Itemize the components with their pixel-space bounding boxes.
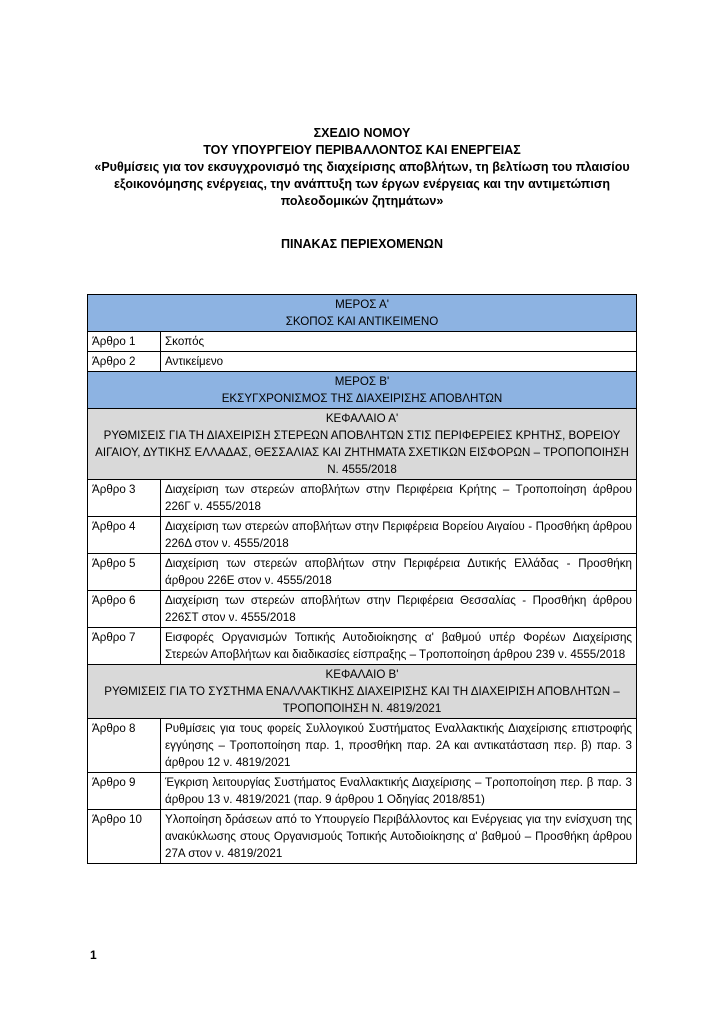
part-heading-line: ΣΚΟΠΟΣ ΚΑΙ ΑΝΤΙΚΕΙΜΕΝΟ bbox=[285, 315, 439, 328]
part-heading bbox=[88, 295, 637, 332]
article-number: Άρθρο 4 bbox=[88, 517, 161, 554]
article-number: Άρθρο 8 bbox=[88, 719, 161, 773]
article-number: Άρθρο 2 bbox=[88, 352, 161, 372]
toc-article-row bbox=[88, 332, 637, 352]
article-number: Άρθρο 6 bbox=[88, 591, 161, 628]
article-number: Άρθρο 1 bbox=[88, 332, 161, 352]
article-title: Υλοποίηση δράσεων από το Υπουργείο Περιβάλλοντος και Ενέργειας για την ενίσχυση της ανακύκλωσης στους Οργανισμούς Τοπικής Αυτοδιοίκησης α' βαθμού – Προσθήκη άρθρου 27Α στον ν. 4819/2021 bbox=[161, 810, 637, 864]
article-title: Διαχείριση των στερεών αποβλήτων στην Περιφέρεια Θεσσαλίας - Προσθήκη άρθρου 226ΣΤ στον ν. 4555/2018 bbox=[161, 591, 637, 628]
article-number: Άρθρο 5 bbox=[88, 554, 161, 591]
part-heading bbox=[88, 372, 637, 409]
toc-article-row bbox=[88, 480, 637, 517]
bill-title-line-1: «Ρυθμίσεις για τον εκσυγχρονισμό της διαχείρισης αποβλήτων, τη βελτίωση του πλαισίου bbox=[94, 160, 630, 174]
toc-chapter-row bbox=[88, 409, 637, 480]
article-title: Έγκριση λειτουργίας Συστήματος Εναλλακτικής Διαχείρισης – Τροποποίηση περ. β παρ. 3 άρθρου 13 ν. 4819/2021 (παρ. 9 άρθρου 1 Οδηγίας 2018/851) bbox=[161, 773, 637, 810]
bill-title-line-3: πολεοδομικών ζητημάτων» bbox=[280, 194, 444, 208]
article-number: Άρθρο 9 bbox=[88, 773, 161, 810]
chapter-heading-line: ΡΥΘΜΙΣΕΙΣ ΓΙΑ ΤΗ ΔΙΑΧΕΙΡΙΣΗ ΣΤΕΡΕΩΝ ΑΠΟΒΛΗΤΩΝ ΣΤΙΣ ΠΕΡΙΦΕΡΕΙΕΣ ΚΡΗΤΗΣ, ΒΟΡΕΙΟΥ ΑΙΓΑΙΟΥ, ΔΥΤΙΚΗΣ ΕΛΛΑΔΑΣ, ΘΕΣΣΑΛΙΑΣ ΚΑΙ ΖΗΤΗΜΑΤΑ ΣΧΕΤΙΚΩΝ ΕΙΣΦΟΡΩΝ – ΤΡΟΠΟΠΟΙΗΣΗ Ν. 4555/2018 bbox=[95, 429, 629, 476]
ministry-title: ΤΟΥ ΥΠΟΥΡΓΕΙΟΥ ΠΕΡΙΒΑΛΛΟΝΤΟΣ ΚΑΙ ΕΝΕΡΓΕΙΑΣ bbox=[203, 143, 521, 157]
part-heading-line: ΜΕΡΟΣ Β' bbox=[334, 375, 390, 388]
toc-article-row bbox=[88, 352, 637, 372]
toc-part-row bbox=[88, 295, 637, 332]
part-heading-line: ΕΚΣΥΓΧΡΟΝΙΣΜΟΣ ΤΗΣ ΔΙΑΧΕΙΡΙΣΗΣ ΑΠΟΒΛΗΤΩΝ bbox=[221, 392, 503, 405]
toc-article-row bbox=[88, 517, 637, 554]
toc-heading: ΠΙΝΑΚΑΣ ΠΕΡΙΕΧΟΜΕΝΩΝ bbox=[281, 237, 443, 251]
toc-part-row bbox=[88, 372, 637, 409]
toc-article-row bbox=[88, 719, 637, 773]
article-title: Ρυθμίσεις για τους φορείς Συλλογικού Συστήματος Εναλλακτικής Διαχείρισης επιστροφής εγγύησης – Τροποποίηση παρ. 1, προσθήκη παρ. 2Α και αντικατάσταση περ. β) παρ. 3 άρθρου 12 ν. 4819/2021 bbox=[161, 719, 637, 773]
article-number: Άρθρο 7 bbox=[88, 628, 161, 665]
article-number: Άρθρο 3 bbox=[88, 480, 161, 517]
chapter-heading bbox=[88, 665, 637, 719]
article-title: Διαχείριση των στερεών αποβλήτων στην Περιφέρεια Βορείου Αιγαίου - Προσθήκη άρθρου 226Δ στον ν. 4555/2018 bbox=[161, 517, 637, 554]
article-title: Αντικείμενο bbox=[161, 352, 637, 372]
chapter-heading-line: ΚΕΦΑΛΑΙΟ Β' bbox=[325, 668, 399, 681]
chapter-heading bbox=[88, 409, 637, 480]
article-number: Άρθρο 10 bbox=[88, 810, 161, 864]
chapter-heading-line: ΚΕΦΑΛΑΙΟ Α' bbox=[325, 412, 399, 425]
article-title: Διαχείριση των στερεών αποβλήτων στην Περιφέρεια Κρήτης – Τροποποίηση άρθρου 226Γ ν. 4555/2018 bbox=[161, 480, 637, 517]
toc-article-row bbox=[88, 773, 637, 810]
article-title: Διαχείριση των στερεών αποβλήτων στην Περιφέρεια Δυτικής Ελλάδας - Προσθήκη άρθρου 226Ε στον ν. 4555/2018 bbox=[161, 554, 637, 591]
bill-title-line-2: εξοικονόμησης ενέργειας, την ανάπτυξη των έργων ενέργειας και την αντιμετώπιση bbox=[113, 177, 611, 191]
article-title: Εισφορές Οργανισμών Τοπικής Αυτοδιοίκησης α' βαθμού υπέρ Φορέων Διαχείρισης Στερεών Αποβλήτων και διαδικασίες είσπραξης – Τροποποίηση άρθρου 239 ν. 4555/2018 bbox=[161, 628, 637, 665]
toc-article-row bbox=[88, 554, 637, 591]
part-heading-line: ΜΕΡΟΣ Α' bbox=[335, 298, 389, 311]
toc-article-row bbox=[88, 591, 637, 628]
document-title: ΣΧΕΔΙΟ ΝΟΜΟΥ bbox=[313, 126, 411, 140]
toc-article-row bbox=[88, 810, 637, 864]
page-number: 1 bbox=[90, 948, 97, 962]
chapter-heading-line: ΡΥΘΜΙΣΕΙΣ ΓΙΑ ΤΟ ΣΥΣΤΗΜΑ ΕΝΑΛΛΑΚΤΙΚΗΣ ΔΙΑΧΕΙΡΙΣΗΣ ΚΑΙ ΤΗ ΔΙΑΧΕΙΡΙΣΗ ΑΠΟΒΛΗΤΩΝ – ΤΡΟΠΟΠΟΙΗΣΗ Ν. 4819/2021 bbox=[104, 685, 620, 715]
table-of-contents bbox=[87, 294, 637, 864]
toc-article-row bbox=[88, 628, 637, 665]
toc-chapter-row bbox=[88, 665, 637, 719]
article-title: Σκοπός bbox=[161, 332, 637, 352]
